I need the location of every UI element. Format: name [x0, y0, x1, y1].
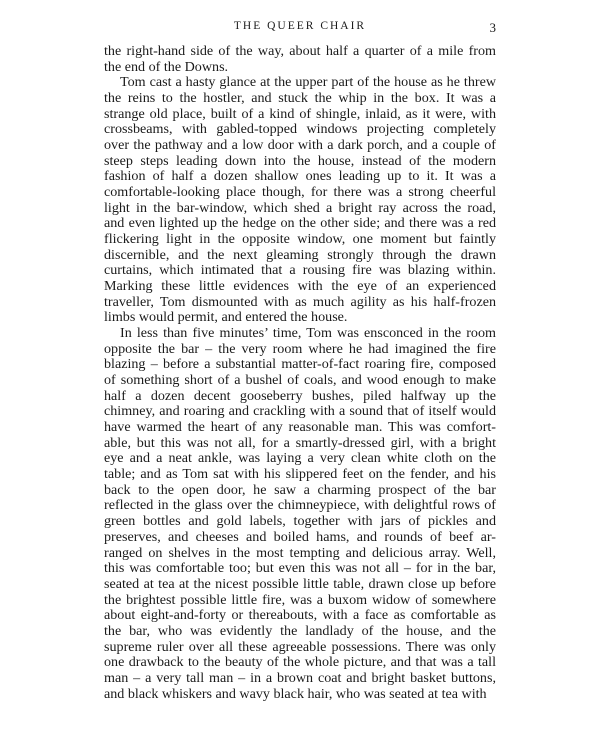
paragraph — [104, 326, 496, 702]
text-line: supreme ruler over all these agreeable possessions. There was only — [104, 638, 496, 655]
paragraph — [104, 44, 496, 75]
text-line: curtains, which intimated that a rousing fire was blazing within. — [104, 262, 496, 279]
text-line: reflected in the glass over the chimneypiece, with delightful rows of — [104, 497, 496, 514]
text-line: crossbeams, with gabled-topped windows projecting completely — [104, 121, 496, 138]
text-line: blazing – before a substantial matter-of-fact roaring fire, composed — [104, 356, 496, 373]
text-line: flickering light in the opposite window, one moment but faintly — [104, 231, 496, 248]
text-line: green bottles and gold labels, together with jars of pickles and — [104, 513, 496, 530]
text-line: discernible, and the next gleaming strongly through the drawn — [104, 246, 496, 263]
text-line: have warmed the heart of any reasonable man. This was comfort- — [104, 419, 496, 436]
text-line: chimney, and roaring and crackling with a sound that of itself would — [104, 403, 496, 420]
running-title: THE QUEER CHAIR — [233, 20, 367, 32]
text-line: and even lighted up the hedge on the other side; and there was a red — [104, 215, 496, 232]
text-line: man – a very tall man – in a brown coat and bright basket buttons, — [104, 669, 496, 686]
text-line: and black whiskers and wavy black hair, who was seated at tea with — [104, 685, 487, 702]
text-line: fashion of half a dozen shallow ones leading up to it. It was a — [104, 168, 496, 185]
text-line: steep steps leading down into the house, instead of the modern — [104, 152, 496, 169]
text-line: one drawback to the beauty of the whole picture, and that was a tall — [104, 654, 496, 671]
text-line: In less than five minutes’ time, Tom was ensconced in the room — [120, 325, 496, 342]
text-line: Tom cast a hasty glance at the upper part of the house as he threw — [120, 74, 496, 91]
text-line: table; and as Tom sat with his slippered feet on the fender, and his — [104, 466, 496, 483]
text-line: strange old place, built of a kind of shingle, inlaid, as it were, with — [104, 105, 496, 122]
text-line: half a dozen decent gooseberry bushes, piled halfway up the — [104, 387, 496, 404]
text-line: ranged on shelves in the most tempting and delicious array. Well, — [104, 544, 496, 561]
text-line: this was comfortable too; but even this was not all – for in the bar, — [104, 560, 496, 577]
text-line: the end of the Downs. — [104, 58, 229, 75]
text-line: back to the open door, he saw a charming prospect of the bar — [104, 481, 496, 498]
page-number: 3 — [489, 20, 496, 35]
text-line: Marking these little evidences with the eye of an experienced — [104, 278, 496, 295]
text-line: eye and a neat ankle, was laying a very clean white cloth on the — [104, 450, 496, 467]
text-line: light in the bar-window, which shed a bright ray across the road, — [104, 199, 496, 216]
text-line: over the pathway and a low door with a dark porch, and a couple of — [104, 137, 496, 154]
text-line: comfortable-looking place though, for there was a strong cheerful — [104, 184, 496, 201]
text-line: limbs would permit, and entered the house. — [104, 309, 348, 326]
body-text — [104, 44, 496, 702]
text-line: about eight-and-forty or thereabouts, with a face as comfortable as — [104, 607, 496, 624]
text-line: traveller, Tom dismounted with as much agility as his half-frozen — [104, 293, 496, 310]
paragraph — [104, 75, 496, 326]
text-line: the right-hand side of the way, about half a quarter of a mile from — [104, 43, 496, 59]
text-line: the brightest possible little fire, was a buxom widow of somewhere — [104, 591, 496, 608]
text-line: the reins to the hostler, and stuck the whip in the box. It was a — [104, 90, 496, 107]
text-line: opposite the bar – the very room where he had imagined the fire — [104, 340, 496, 357]
text-line: able, but this was not all, for a smartly-dressed girl, with a bright — [104, 434, 496, 451]
text-line: the bar, who was evidently the landlady of the house, and the — [104, 622, 496, 639]
text-line: of something short of a bushel of coals, and wood enough to make — [104, 372, 496, 389]
text-line: seated at tea at the nicest possible little table, drawn close up before — [104, 575, 496, 592]
text-line: preserves, and cheeses and boiled hams, and rounds of beef ar- — [104, 528, 496, 545]
